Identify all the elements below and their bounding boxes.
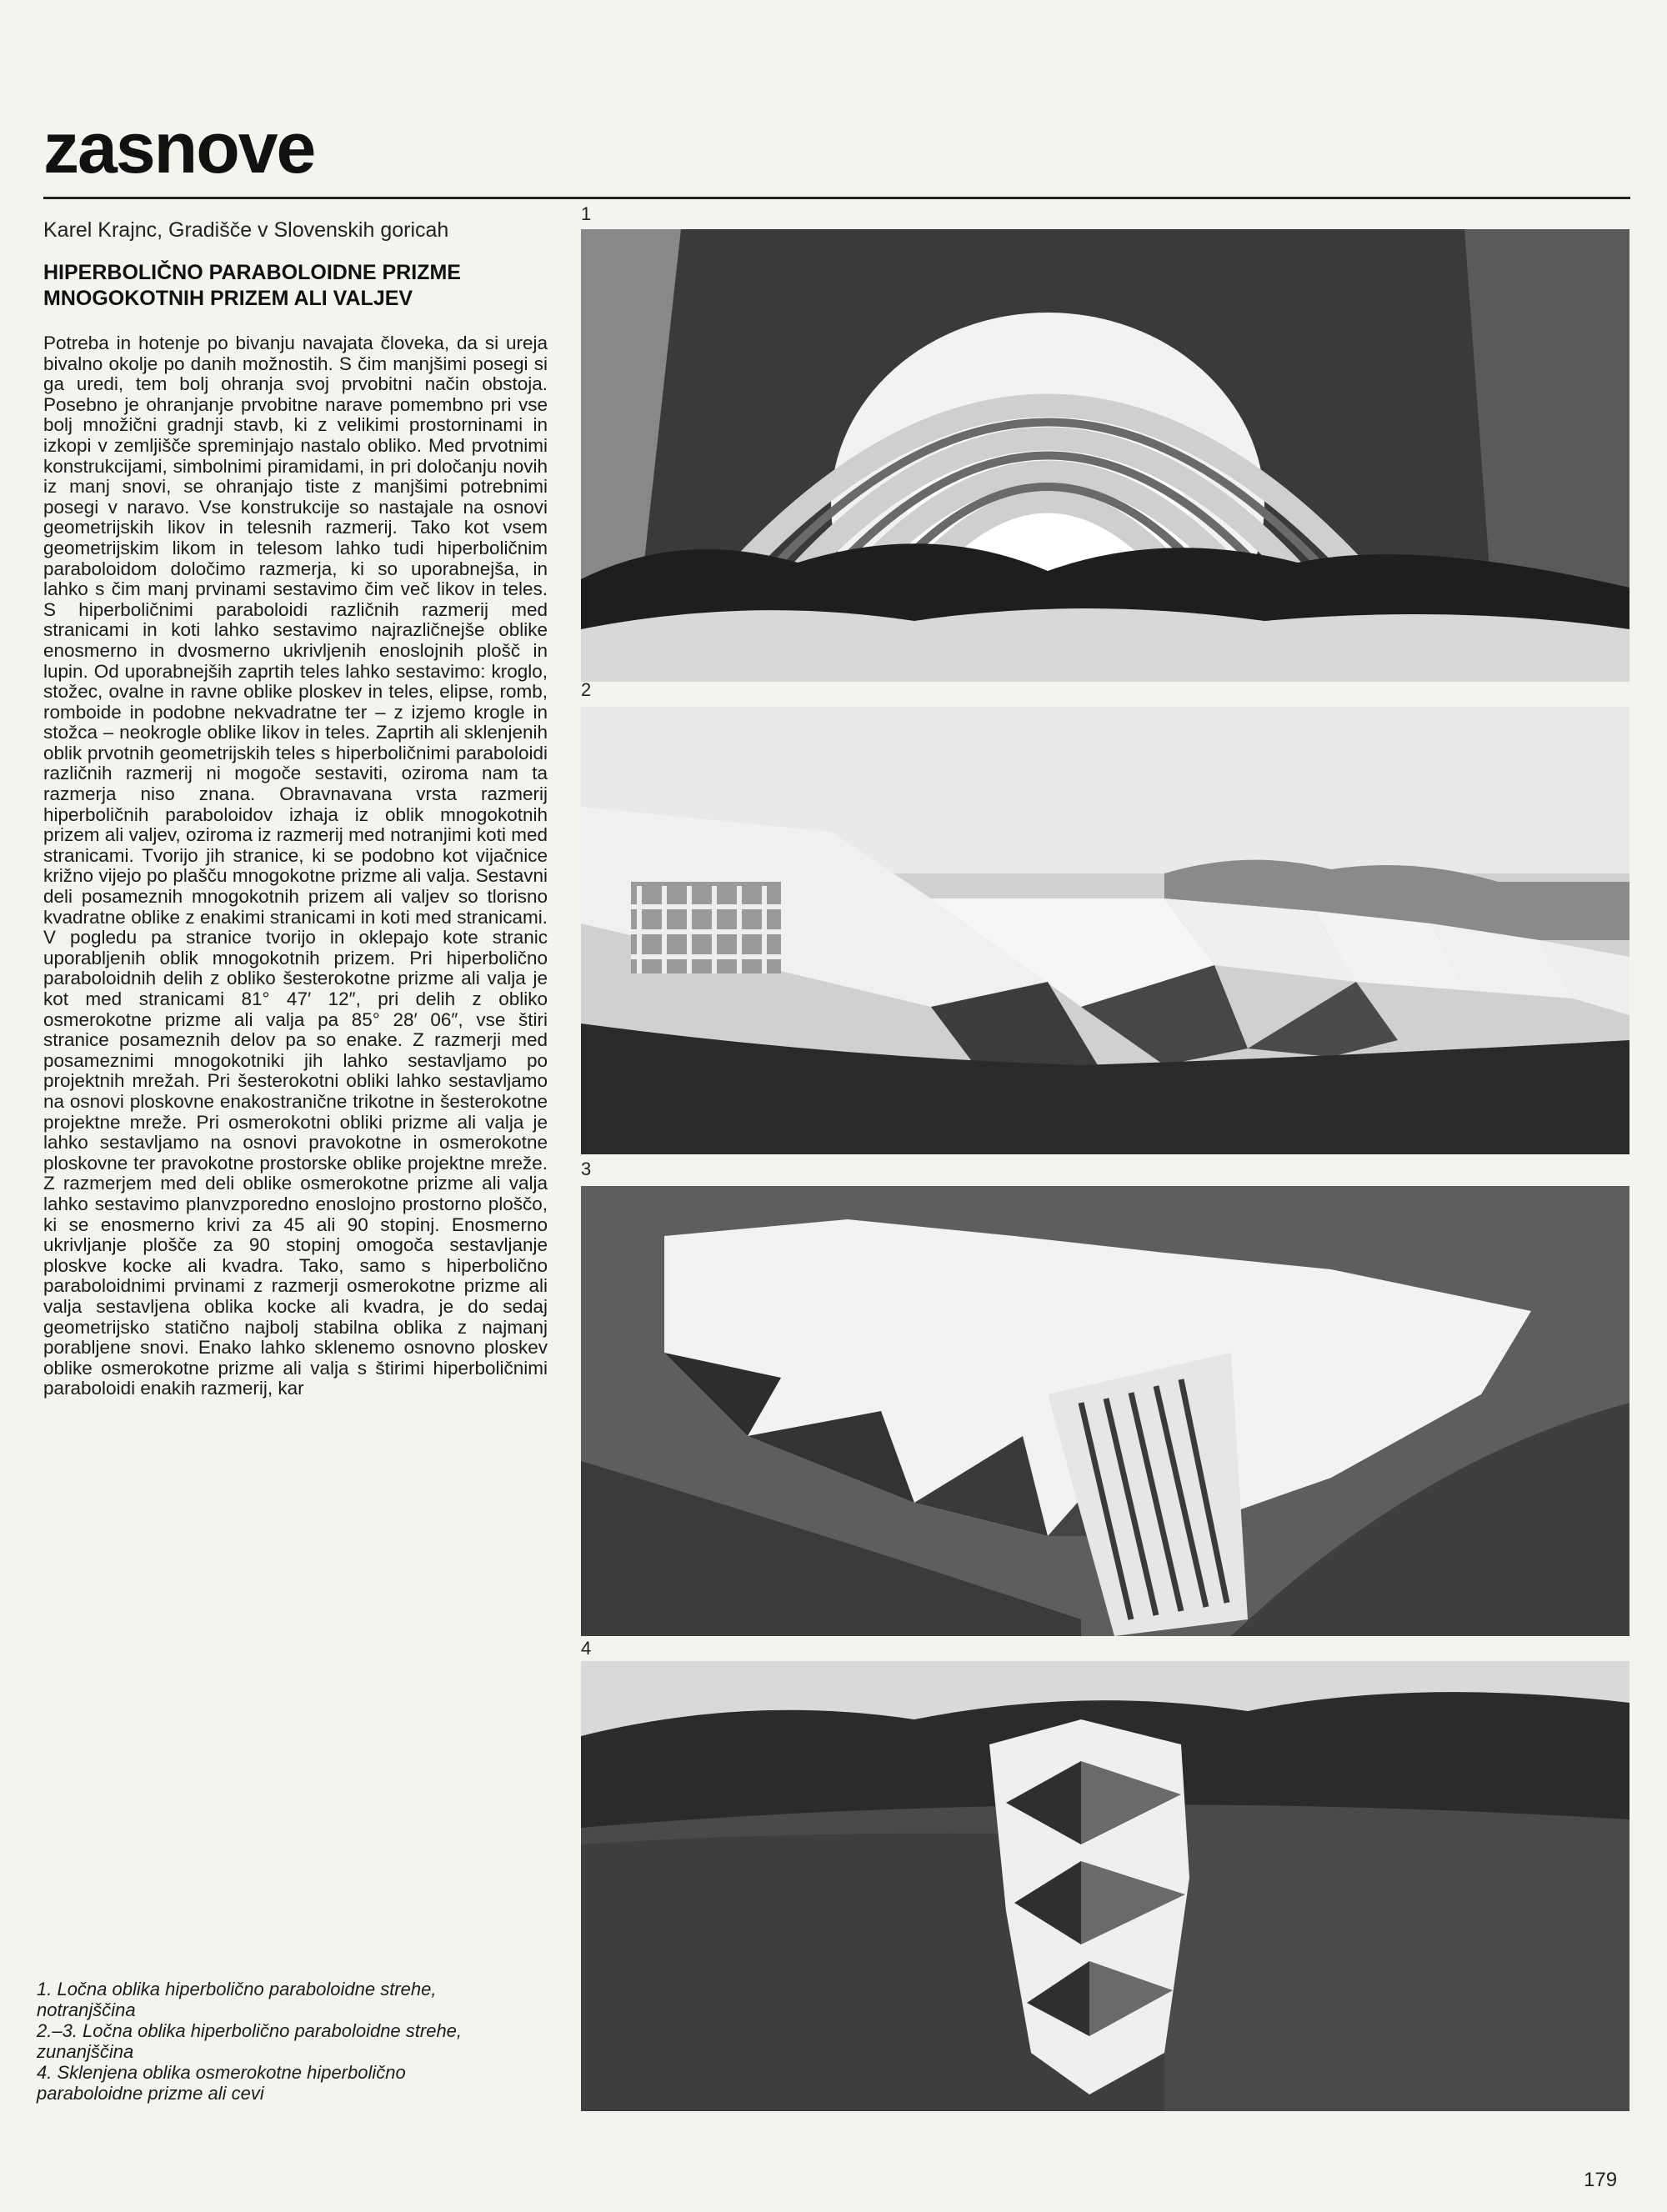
caption-3-line-1: 4. Sklenjena oblika osmerokotne hiperbolično — [37, 2062, 406, 2083]
figure-4-number: 4 — [581, 1638, 592, 1659]
article-body: Potreba in hotenje po bivanju navajata človeka, da si ureja bivalno okolje po danih možnostih. S čim manjšimi posegi si ga uredi, tem bolj ohranja svoj prvobitni način obstoja. Posebno je ohranjanje prvobitne narave pomembno pri vse bolj množični gradnji stavb, ki z velikimi prostorninami in izkopi v zemljišče spreminjajo nastalo obliko. Med prvotnimi konstrukcijami, simbolnimi piramidami, in pri določanju novih iz manj snovi, se ohranjajo tiste z manjšimi potrebnimi posegi v naravo. Vse konstrukcije so nastajale na osnovi geometrijskih likov in telesnih razmerij. Tako kot vsem geometrijskim likom in telesom lahko tudi hiperboličnim paraboloidom določimo razmerja, ki so uporabnejša, in lahko s čim manj prvinami sestavimo čim več likov in teles. S hiperboličnimi paraboloidi različnih razmerij med stranicami in koti lahko sestavimo najrazličnejše oblike enosmerno in dvosmerno ukrivljenih enoslojnih plošč in lupin. Od uporabnejših zaprtih teles lahko sestavimo: kroglo, stožec, ovalne in ravne oblike ploskev in teles, elipse, romb, romboide in podobne nekvadratne ter – z izjemo krogle in stožca – neokrogle oblike likov in teles. Zaprtih ali sklenjenih oblik prvotnih geometrijskih teles s hiperboličnimi paraboloidi različnih razmerij ni mogoče sestaviti, oziroma nam ta razmerja niso znana. Obravnavana vrsta razmerij hiperboličnih paraboloidov izhaja iz oblik mnogokotnih prizem ali valjev, oziroma iz razmerij med notranjimi koti med stranicami. Tvorijo jih stranice, ki se podobno kot vijačnice križno vijejo po plašču mnogokotne prizme ali valja. Sestavni deli posameznih mnogokotnih prizem ali valjev so tlorisno kvadratne oblike z enakimi stranicami in koti med stranicami. V pogledu pa stranice tvorijo in oklepajo kote stranic uporabljenih oblik mnogokotnih prizem. Pri hiperbolično paraboloidnih delih z obliko šesterokotne prizme ali valja je kot med stranicami 81° 47′ 12″, pri delih z obliko osmerokotne prizme ali valja pa 85° 28′ 06″, vse štiri stranice posameznih delov pa so enake. Z razmerji med posameznimi mnogokotniki jih lahko sestavljamo po projektnih mrežah. Pri šesterokotni obliki lahko sestavljamo na osnovi ploskovne enakostranične trikotne in šesterokotne projektne mreže. Pri osmerokotni obliki prizme ali valja je lahko sestavljamo na osnovi pravokotne in osmerokotne ploskovne ter pravokotne prostorske oblike projektne mreže. Z razmerjem med deli oblike osmerokotne prizme ali valja lahko sestavimo planvzporedno enoslojno prostorno ploščo, ki se enosmerno krivi za 45 ali 90 stopinj. Enosmerno ukrivljanje plošče za 90 stopinj omogoča sestavljanje ploskve kocke ali kvadra. Tako, samo s hiperbolično paraboloidnimi prvinami z razmerji osmerokotne prizme ali valja sestavljena oblika kocke ali kvadra, je do sedaj geometrijsko statično najbolj stabilna oblika z najmanj porabljene snovi. Enako lahko sklenemo osnovno ploskev oblike osmerokotne prizme ali valja s štirimi hiperboličnimi paraboloidi enakih razmerij, kar — [43, 333, 548, 1399]
caption-3-line-2: paraboloidne prizme ali cevi — [37, 2083, 264, 2104]
page-number: 179 — [1584, 2169, 1618, 2191]
section-title: zasnove — [43, 108, 315, 188]
figure-3-number: 3 — [581, 1159, 592, 1179]
figure-1-photo — [581, 229, 1629, 682]
caption-1-line-2: notranjščina — [37, 1999, 136, 2020]
figure-captions — [37, 1979, 537, 2104]
figure-4-photo — [581, 1661, 1629, 2111]
caption-1-line-1: 1. Ločna oblika hiperbolično paraboloidne strehe, — [37, 1979, 437, 1999]
caption-2-line-1: 2.–3. Ločna oblika hiperbolično paraboloidne strehe, — [37, 2020, 463, 2041]
figure-3-photo — [581, 1186, 1629, 1636]
caption-2-line-2: zunanjščina — [37, 2041, 134, 2062]
article-title-line-2: MNOGOKOTNIH PRIZEM ALI VALJEV — [43, 287, 413, 310]
header-rule — [43, 197, 1630, 199]
article-title-line-1: HIPERBOLIČNO PARABOLOIDNE PRIZME — [43, 261, 461, 284]
figure-1-number: 1 — [581, 203, 592, 224]
article-title — [43, 260, 461, 312]
article-author: Karel Krajnc, Gradišče v Slovenskih goricah — [43, 218, 449, 242]
figure-2-number: 2 — [581, 679, 592, 700]
figure-2-photo — [581, 707, 1629, 1154]
